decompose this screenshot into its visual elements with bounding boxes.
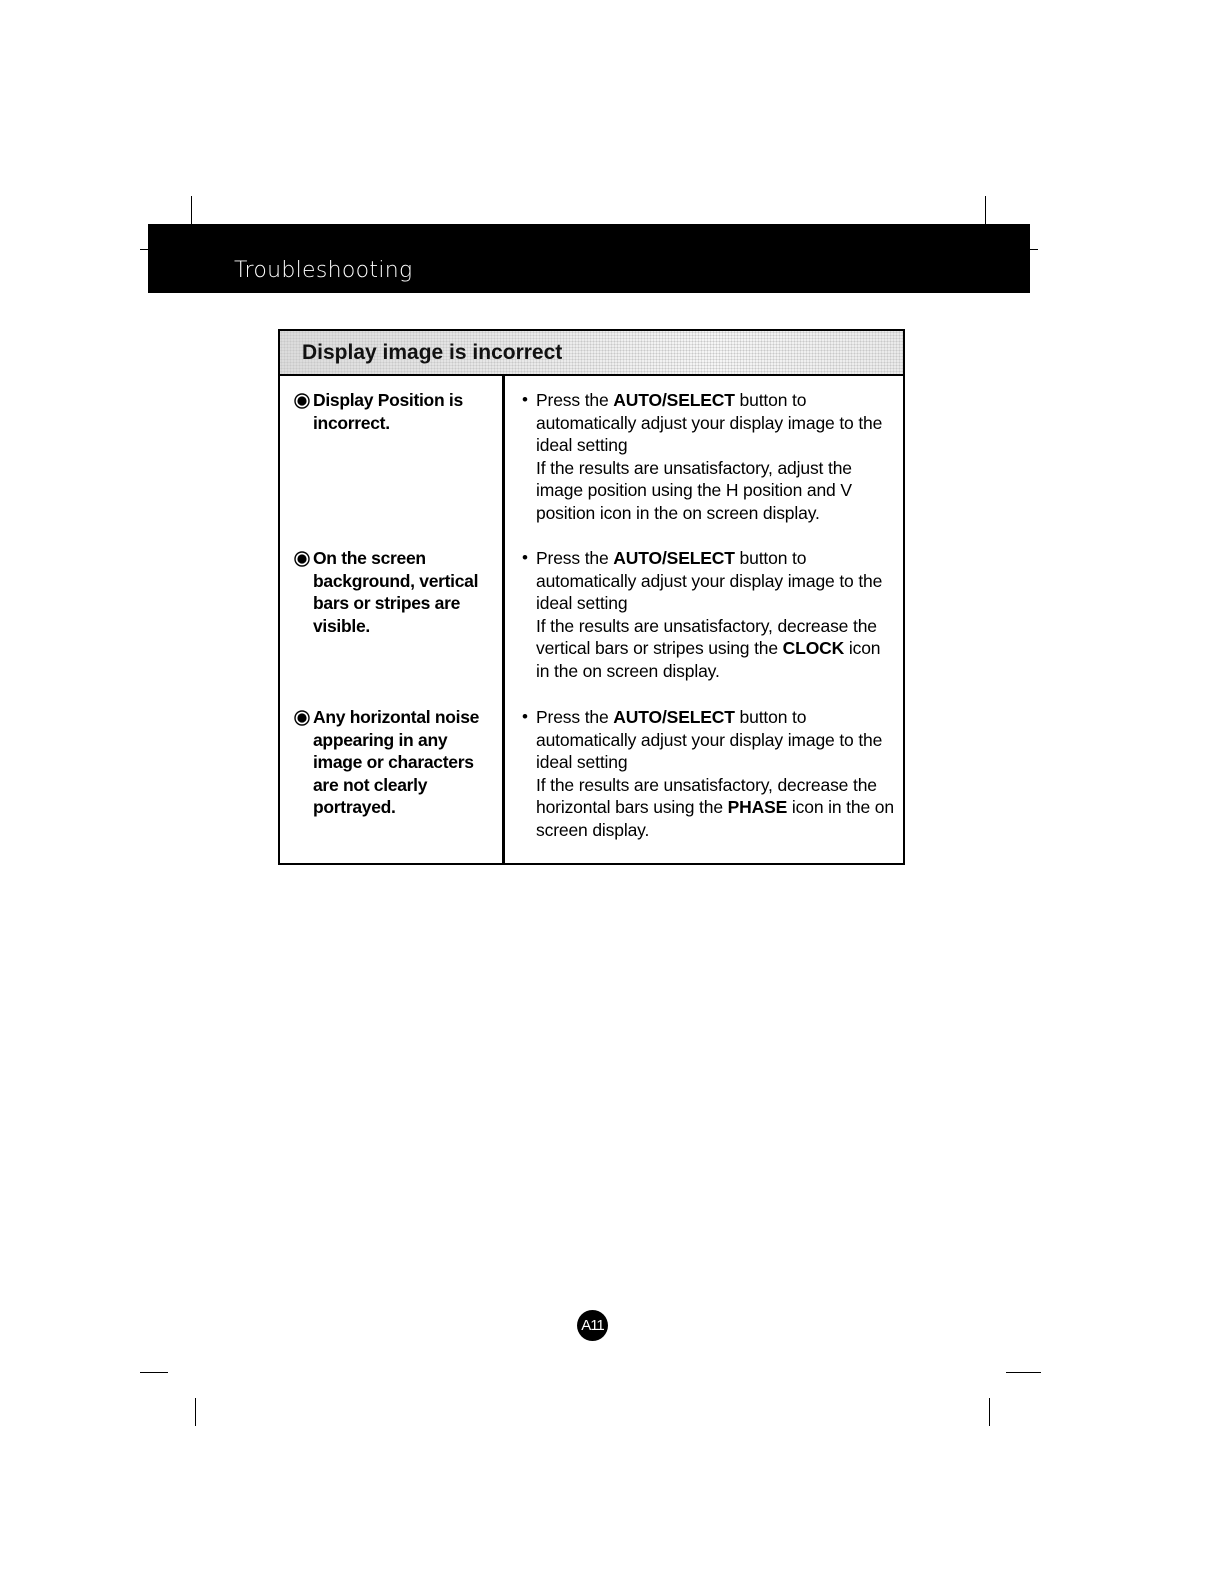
crop-mark-bottom-left-v — [195, 1398, 196, 1426]
bullet-dot-icon: • — [522, 390, 528, 409]
problem-cell — [294, 389, 494, 434]
crop-mark-bottom-right-h — [1006, 1372, 1041, 1373]
button-name: AUTO/SELECT — [613, 390, 735, 410]
icon-name: CLOCK — [782, 638, 845, 659]
solution-text: Press the AUTO/SELECT button to automatically adjust your display image to the ideal setting If the results are unsatisfactory, adjust the image position using the H position and V position icon in the on screen display. — [536, 390, 883, 523]
solution-text: Press the AUTO/SELECT button to automatically adjust your display image to the ideal setting If the results are unsatisfactory, decrease the vertical bars or stripes using the CLOCK icon in the on screen display. — [536, 548, 883, 681]
crop-mark-left-tick — [140, 249, 148, 250]
button-name: AUTO/SELECT — [613, 548, 735, 568]
bullet-dot-icon: • — [522, 548, 528, 567]
problem-text: Any horizontal noise appearing in any image or characters are not clearly portrayed. — [313, 707, 480, 817]
solution-cell — [522, 706, 894, 842]
solution-cell — [522, 547, 894, 683]
crop-mark-bottom-right-v — [989, 1398, 990, 1426]
target-bullet-icon — [294, 710, 310, 726]
column-divider — [502, 376, 505, 863]
section-header-bar — [148, 224, 1030, 293]
section-title: Troubleshooting — [234, 258, 413, 283]
bullet-dot-icon: • — [522, 707, 528, 726]
target-bullet-icon — [294, 551, 310, 567]
problem-cell — [294, 706, 494, 819]
crop-mark-bottom-left-h — [140, 1372, 168, 1373]
button-name: AUTO/SELECT — [613, 707, 735, 727]
problem-cell — [294, 547, 494, 637]
crop-mark-top-right — [985, 196, 986, 224]
crop-mark-right-tick — [1030, 249, 1038, 250]
problem-text: On the screen background, vertical bars or stripes are visible. — [313, 548, 479, 636]
solution-cell — [522, 389, 894, 525]
troubleshooting-table — [278, 329, 905, 865]
solution-text: Press the AUTO/SELECT button to automatically adjust your display image to the ideal setting If the results are unsatisfactory, decrease the horizontal bars using the PHASE icon in the on screen display. — [536, 707, 894, 840]
page-number-badge: A11 — [577, 1310, 608, 1341]
table-title: Display image is incorrect — [302, 341, 563, 364]
problem-text: Display Position is incorrect. — [313, 390, 463, 433]
crop-mark-top-left — [191, 196, 192, 224]
table-header — [280, 331, 903, 376]
target-bullet-icon — [294, 393, 310, 409]
icon-name: PHASE — [727, 797, 788, 818]
